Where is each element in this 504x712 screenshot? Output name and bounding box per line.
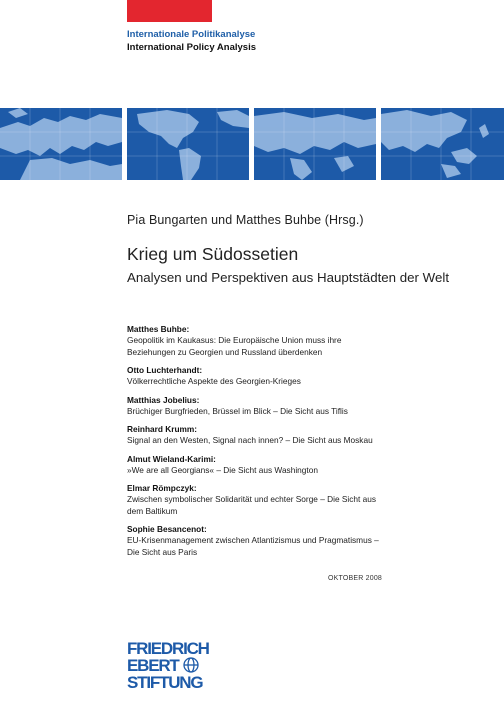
contents-entry [127,483,387,517]
cover-subtitle: Analysen und Perspektiven aus Hauptstädten der Welt [127,270,450,285]
americas-map [127,108,249,180]
contents-text: Zwischen symbolischer Solidarität und echter Sorge – Die Sicht aus dem Baltikum [127,494,377,516]
contents-author: Elmar Römpczyk: [127,483,197,493]
contents-entry [127,324,387,358]
contents-text: »We are all Georgians« – Die Sicht aus Washington [127,464,318,475]
contents-text: Signal an den Westen, Signal nach innen? – Die Sicht aus Moskau [127,435,373,445]
contents-entry [127,395,387,418]
contents-author: Otto Luchterhandt: [127,365,203,375]
contents-entry [127,524,387,558]
contents-author: Matthes Buhbe: [127,324,190,334]
cover-authors: Pia Bungarten und Matthes Buhbe (Hrsg.) [127,213,364,227]
contents-text: Völkerrechtliche Aspekte des Georgien-Krieges [127,376,301,386]
contents-author: Almut Wieland-Karimi: [127,453,216,464]
contents-entry [127,424,387,447]
contents-author: Matthias Jobelius: [127,394,200,405]
contents-author: Sophie Besancenot: [127,524,207,534]
series-title-de: Internationale Politikanalyse [127,29,256,40]
contents-entry [127,365,387,388]
logo-line-2: EBERT [127,656,179,675]
contents-text: Brüchiger Burgfrieden, Brüssel im Blick – Die Sicht aus Tiflis [127,405,348,416]
accent-bar [127,0,212,22]
series-header [127,28,256,54]
contents-list [127,324,387,565]
asia-map [254,108,376,180]
logo-line-3: STIFTUNG [127,673,203,691]
east-asia-map [381,108,504,180]
contents-author: Reinhard Krumm: [127,424,198,434]
fes-logo [127,639,217,691]
contents-entry [127,454,387,477]
contents-text: EU-Krisenmanagement zwischen Atlantizismus und Pragmatismus – Die Sicht aus Paris [127,535,379,557]
series-title-en: International Policy Analysis [127,42,256,53]
europe-map [0,108,122,180]
cover-title: Krieg um Südossetien [127,244,299,264]
logo-line-1: FRIEDRICH [127,639,209,658]
map-banner [0,108,504,180]
publication-date: OKTOBER 2008 [328,575,383,582]
contents-text: Geopolitik im Kaukasus: Die Europäische Union muss ihre Beziehungen zu Georgien und Russland überdenken [127,335,342,357]
globe-icon [184,658,198,672]
